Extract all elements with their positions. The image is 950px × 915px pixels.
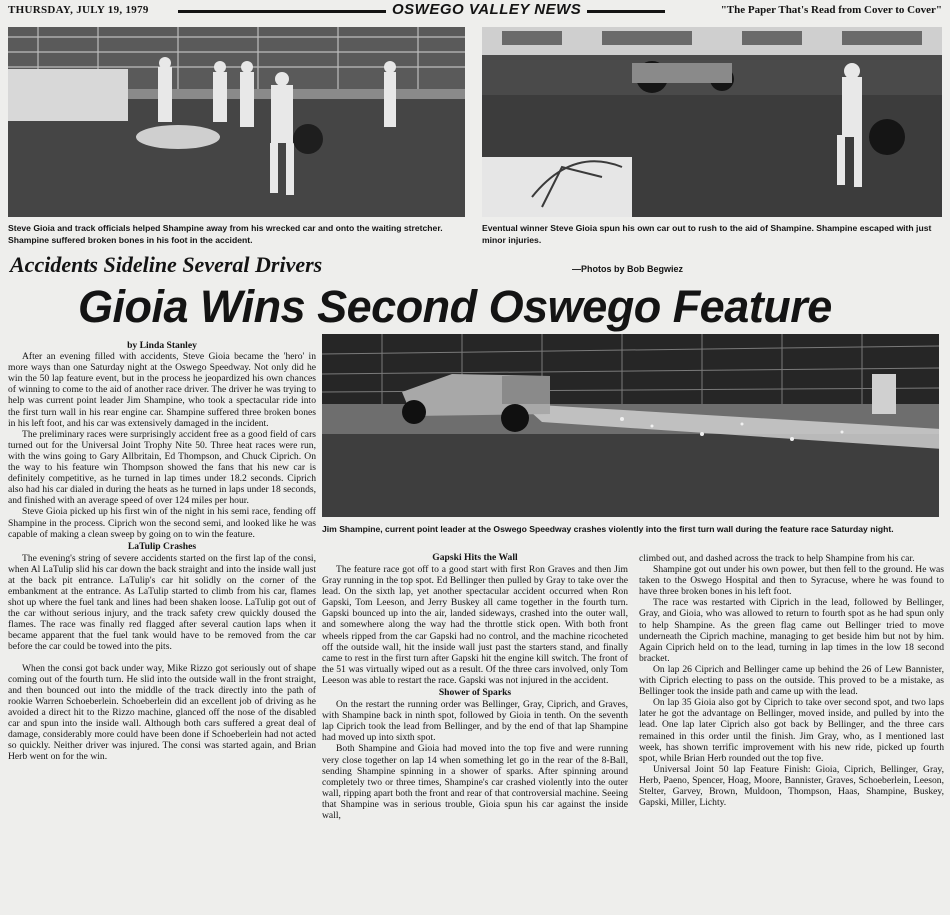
- paragraph: The evening's string of severe accidents started on the first lap of the consi, when Al LaTulip slid his car down the back straight and into the inside wall just at the back pit entrance. LaTulip's car hit solidly on the corner of the embankment at the entrance. As LaTulip started to climb from his car, flames shot up where the fuel tank and lines had been shaken loose. LaTulip got out of the car without serious injury, and the track safety crew quickly doused the flames. The race was finally red flagged after several caution laps when it became apparent that the fuel tank would have to be removed from the car before the car could be towed into the pits.: [8, 552, 316, 653]
- kicker-headline: Accidents Sideline Several Drivers: [10, 252, 323, 277]
- masthead: [0, 0, 950, 22]
- issue-date: THURSDAY, JULY 19, 1979: [8, 4, 149, 16]
- byline: by Linda Stanley: [127, 340, 197, 351]
- subhead-sparks: Shower of Sparks: [438, 687, 512, 699]
- paragraph: Steve Gioia picked up his first win of the night in his semi race, fending off Shampine in the process. Ciprich won the second semi, and looked like he was capable of making a clean sweep by going on to win the feature.: [8, 506, 316, 540]
- photo-main-crash: [322, 334, 939, 517]
- paragraph: After an evening filled with accidents, Steve Gioia became the 'hero' in more ways than one Saturday night at the Oswego Speedway. Not only did he win the 50 lap feature event, but in the process he jeopardized his own chances of winning to come to the aid of another race driver. The driver he was trying to help was current point leader Jim Shampine, who took a spectacular ride into the first turn wall in his rear engine car. Shampine suffered three broken bones in his left foot, and his car was extensively damaged in the incident.: [8, 351, 316, 429]
- article-column-2: [322, 551, 628, 915]
- paragraph: On lap 35 Gioia also got by Ciprich to take over second spot, and two laps later he got the advantage on Bellinger, moved inside, and pulled by into the lead. One lap later Ciprich also got back by Bellinger, and the three cars remained in this order until the finish. Jim Gray, who, as I mentioned last week, has shown terrific improvement with his new ride, picked up fourth spot, while Brian Herb rounded out the top five.: [639, 697, 944, 764]
- masthead-rule-left: [178, 10, 386, 13]
- photo-gioia-running: [482, 27, 942, 217]
- paragraph: The preliminary races were surprisingly accident free as a good field of cars turned out for the Universal Joint Trophy Nite 50. Three heat races were run, with the wins going to Gary Allbritain, Ed Thompson, and Chuck Ciprich. On the way to his feature win Thompson showed the fans that his new car is definitely competitive, as he turned in lap times under 18.2 seconds. Ciprich also had his car dialed in during the heats as he turned in laps under 18 seconds, and finished with an average speed of over 124 miles per hour.: [8, 428, 316, 507]
- photo-stretcher-image: [8, 27, 465, 217]
- article-column-1: [8, 340, 316, 915]
- photo-credit: —Photos by Bob Begwiez: [572, 264, 684, 274]
- newspaper-slogan: "The Paper That's Read from Cover to Cover": [720, 4, 942, 16]
- photo-gioia-running-image: [482, 27, 942, 217]
- newspaper-name: OSWEGO VALLEY NEWS: [392, 1, 582, 18]
- subhead-gapski: Gapski Hits the Wall: [432, 552, 518, 563]
- caption-left: Steve Gioia and track officials helped Shampine away from his wrecked car and onto the waiting stretcher. Shampine suffered broken bones in his foot in the accident.: [8, 223, 443, 245]
- caption-right: Eventual winner Steve Gioia spun his own car out to rush to the aid of Shampine. Shampine escaped with just minor injuries.: [482, 223, 932, 245]
- paragraph: The race was restarted with Ciprich in the lead, followed by Bellinger, Gray, and Gioia, who was allowed to return to fourth spot as he had spun only to help Shampine. As the green flag came out Bellinger tried to move underneath the Ciprich machine, managing to get beside him but not by him. Again Ciprich held on to the lead, turning in lap times in the low 18 second bracket.: [639, 597, 944, 664]
- paragraph: On lap 26 Ciprich and Bellinger came up behind the 26 of Lew Bannister, with Ciprich electing to pass on the outside. This proved to be a mistake, as Bellinger took the inside path and came up with the lead.: [639, 663, 944, 698]
- photo-stretcher: [8, 27, 465, 217]
- paragraph: Both Shampine and Gioia had moved into the top five and were running very close together on lap 14 when something let go in the rear of the 8-Ball, sending Shampine spinning in a shower of sparks. After spinning around completely two or three times, Shampine's car crashed violently into the outer wall, ripping apart both the front and rear of that controversial machine. Seeing that Shampine was in serious trouble, Gioia spun his car against the inside wall,: [322, 743, 628, 821]
- paragraph: When the consi got back under way, Mike Rizzo got seriously out of shape coming out of the fourth turn. He slid into the outside wall in the front straight, and then bounced out into the middle of the track directly into the path of rookie Warren Schoeberlein. Schoeberlein did an excellent job of driving as he avoided a direct hit to the Rizzo machine, glanced off the nose of the disabled car and spun into the inside wall. Although both cars suffered a great deal of damage, considerably more could have been done if Schoeberlein had not acted so quickly. Neither driver was injured. The consi was started again, and Brian Herb went on for the win.: [8, 662, 316, 763]
- paragraph: Shampine got out under his own power, but then fell to the ground. He was taken to the Oswego Hospital and then to Syracuse, where he was found to have three broken bones in his left foot.: [639, 564, 944, 598]
- photo-main-crash-image: [322, 334, 939, 517]
- paragraph: The feature race got off to a good start with first Ron Graves and then Jim Gray running in the top spot. Ed Bellinger then pulled by Gray to take over the lead. On the sixth lap, yet another spectacular accident occurred when Ron Gapski, Tom Leeson, and Jerry Buskey all came together in the fourth turn. Gapski bounced up into the air, landed sideways, crashed into the outer wall, and somewhere along the way had the throttle stick open. With both front wheels ripped from the car Gapski had no control, and the machine ricocheted off the outside wall, hit the inside wall just past the starters stand, and finally came to rest in the first turn after Gapski hit the engine kill switch. The front of the 51 was virtually wiped out as a result. Of the three cars involved, only Tom Leeson was able to restart the race. Gapski was not injured in the accident.: [322, 564, 628, 686]
- paragraph: Universal Joint 50 lap Feature Finish: Gioia, Ciprich, Bellinger, Gray, Herb, Paeno, Spencer, Hoag, Moore, Bannister, Graves, Schoeberlein, Leeson, Stelter, Garvey, Brown, Muldoon, Thompson, Haas, Shampine, Buskey, Gapski, Miller, Lichty.: [639, 763, 944, 809]
- masthead-rule-right: [587, 10, 665, 13]
- article-column-3: [639, 553, 944, 915]
- paragraph: On the restart the running order was Bellinger, Gray, Ciprich, and Graves, with Shampine back in ninth spot, followed by Gioia in tenth. On the seventh lap Ciprich took the lead from Bellinger, and by the end of that lap Shampine had moved up into sixth spot.: [322, 699, 628, 744]
- main-headline: Gioia Wins Second Oswego Feature: [78, 281, 832, 332]
- subhead-latulip: LaTulip Crashes: [127, 540, 197, 552]
- caption-main: Jim Shampine, current point leader at the Oswego Speedway crashes violently into the first turn wall during the feature race Saturday night.: [322, 524, 894, 534]
- paragraph: climbed out, and dashed across the track to help Shampine from his car.: [639, 553, 915, 564]
